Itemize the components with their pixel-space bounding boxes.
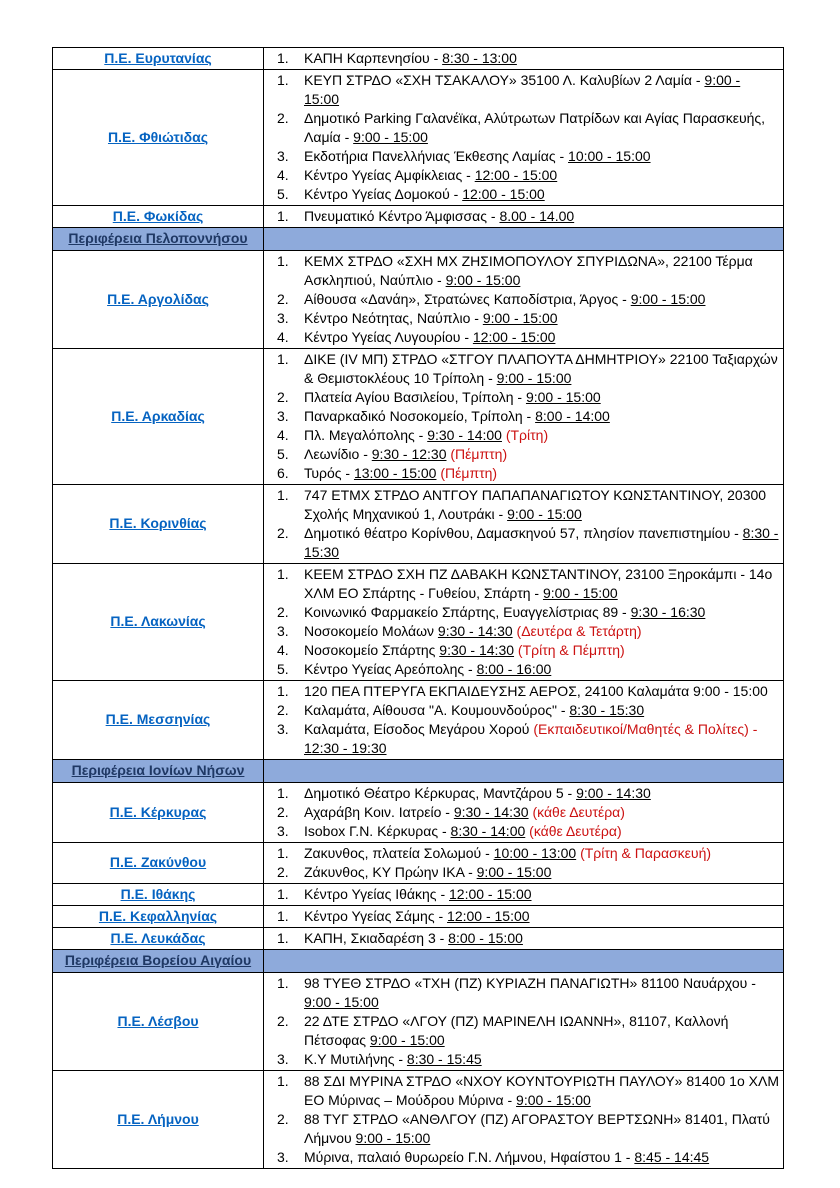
locations-cell <box>264 349 784 485</box>
region-link[interactable]: Π.Ε. Ιθάκης <box>120 885 196 902</box>
item-text <box>304 603 783 622</box>
item-number: 2. <box>277 110 289 126</box>
region-cell <box>53 843 264 884</box>
item-number: 6. <box>277 465 289 481</box>
location-item <box>264 720 783 758</box>
item-number: 1. <box>277 930 289 946</box>
item-number: 1. <box>277 908 289 924</box>
location-text: Καλαμάτα, Αίθουσα "Α. Κουμουνδούρος" - <box>304 702 570 718</box>
section-band-left-cell <box>53 228 264 251</box>
region-cell <box>53 564 264 681</box>
section-band-right-cell <box>264 950 784 973</box>
item-text <box>304 1148 783 1167</box>
locations-cell <box>264 973 784 1071</box>
locations-cell <box>264 843 784 884</box>
time-range: 9:00 - 15:00 <box>353 129 428 145</box>
item-text <box>304 565 783 603</box>
time-range: 12:30 - 19:30 <box>304 740 387 756</box>
section-band-left-cell <box>53 950 264 973</box>
time-range: 8.00 - 14.00 <box>499 208 575 224</box>
item-number: 1. <box>277 208 289 224</box>
time-range: 8:00 - 15:00 <box>448 930 523 946</box>
location-item <box>264 252 783 290</box>
location-text: 120 ΠΕΑ ΠΤΕΡΥΓΑ ΕΚΠΑΙΔΕΥΣΗΣ ΑΕΡΟΣ, 24100 Καλαμάτα 9:00 - 15:00 <box>304 683 768 699</box>
location-text: Isobox Γ.Ν. Κέρκυρας - <box>304 823 451 839</box>
item-text <box>304 1110 783 1148</box>
time-range: 9:00 - 15:00 <box>304 994 379 1010</box>
region-cell <box>53 906 264 928</box>
region-row <box>53 206 784 228</box>
location-text: ΔΙΚΕ (ΙV ΜΠ) ΣΤΡΔΟ «ΣΤΓΟΥ ΠΛΑΠΟΥΤΑ ΔΗΜΗΤΡΙΟΥ» 22100 Ταξιαρχών & Θεμιστοκλέους 10 Τρίπολη - <box>304 351 778 386</box>
item-text <box>304 524 783 562</box>
time-range: 8:00 - 14:00 <box>535 408 610 424</box>
time-range: 8:30 - 13:00 <box>442 50 517 66</box>
item-number: 1. <box>277 566 289 582</box>
item-text <box>304 1012 783 1050</box>
item-text <box>304 622 783 641</box>
item-number: 3. <box>277 1149 289 1165</box>
location-text: Εκδοτήρια Πανελλήνιας Έκθεσης Λαμίας - <box>304 148 569 164</box>
item-text <box>304 426 783 445</box>
region-link[interactable]: Π.Ε. Φωκίδας <box>112 207 204 224</box>
time-range: 9:00 - 15:00 <box>542 585 618 601</box>
schedule-note: (κάθε Δευτέρα) <box>529 823 622 839</box>
location-item <box>264 328 783 347</box>
item-number: 1. <box>277 975 289 991</box>
location-text: 747 ΕΤΜΧ ΣΤΡΔΟ ΑΝΤΓΟΥ ΠΑΠΑΠΑΝΑΓΙΩΤΟΥ ΚΩΝΣΤΑΝΤΙΝΟΥ, 20300 Σχολής Μηχανικού 1, Λουτράκι - <box>304 487 767 522</box>
item-text <box>304 803 783 822</box>
locations-cell <box>264 485 784 564</box>
region-link[interactable]: Π.Ε. Λήμνου <box>117 1110 199 1127</box>
region-cell <box>53 928 264 950</box>
location-item <box>264 565 783 603</box>
item-text <box>304 71 783 109</box>
section-band-right-cell <box>264 228 784 251</box>
time-range: 9:30 - 14:30 <box>453 804 529 820</box>
item-text <box>304 166 783 185</box>
region-cell <box>53 884 264 906</box>
locations-cell <box>264 206 784 228</box>
location-item <box>264 603 783 622</box>
item-text <box>304 486 783 524</box>
location-item <box>264 907 783 926</box>
time-range: 9:00 - 15:00 <box>304 72 741 107</box>
schedule-note: (Πέμπτη) <box>450 446 508 462</box>
time-range: 9:00 - 15:00 <box>516 1092 591 1108</box>
locations-cell <box>264 1071 784 1169</box>
item-text <box>304 929 783 948</box>
schedule-note: (Εκπαιδευτικοί/Μαθητές & Πολίτες) - <box>533 721 758 737</box>
region-row <box>53 843 784 884</box>
location-item <box>264 1012 783 1050</box>
location-item <box>264 1110 783 1148</box>
item-number: 5. <box>277 186 289 202</box>
schedule-note: (Τρίτη & Πέμπτη) <box>517 642 625 658</box>
location-text: Αίθουσα «Δανάη», Στρατώνες Καποδίστρια, Άργος - <box>304 291 631 307</box>
location-item <box>264 445 783 464</box>
regions-schedule-table <box>52 47 784 1169</box>
section-band-left-cell <box>53 760 264 783</box>
location-item <box>264 622 783 641</box>
item-text <box>304 641 783 660</box>
location-item <box>264 524 783 562</box>
item-number: 1. <box>277 50 289 66</box>
region-link[interactable]: Π.Ε. Αργολίδας <box>107 290 209 307</box>
item-text <box>304 784 783 803</box>
location-item <box>264 822 783 841</box>
item-text <box>304 388 783 407</box>
time-range: 9:30 - 14:30 <box>437 623 513 639</box>
region-row <box>53 906 784 928</box>
item-text <box>304 252 783 290</box>
location-item <box>264 641 783 660</box>
location-item <box>264 1072 783 1110</box>
locations-cell <box>264 681 784 760</box>
region-link[interactable]: Π.Ε. Φθιώτιδας <box>107 128 209 145</box>
region-cell <box>53 206 264 228</box>
location-text: Κέντρο Υγείας Αρεόπολης - <box>304 661 477 677</box>
item-number: 2. <box>277 291 289 307</box>
section-band-row <box>53 950 784 973</box>
region-cell <box>53 783 264 843</box>
item-text <box>304 407 783 426</box>
time-range: 9:30 - 14:30 <box>439 642 515 658</box>
section-band-right-cell <box>264 760 784 783</box>
location-text: ΚΕΕΜ ΣΤΡΔΟ ΣΧΗ ΠΖ ΔΑΒΑΚΗ ΚΩΝΣΤΑΝΤΙΝΟΥ, 23100 Ξηροκάμπι - 14ο ΧΛΜ ΕΟ Σπάρτης - Γυθείου, Σπάρτη - <box>304 566 773 601</box>
item-number: 3. <box>277 721 289 737</box>
location-text: 22 ΔΤΕ ΣΤΡΔΟ «ΛΓΟΥ (ΠΖ) ΜΑΡΙΝΕΛΗ ΙΩΑΝΝΗ», 81107, Καλλονή Πέτσοφας <box>304 1013 729 1048</box>
item-number: 1. <box>277 683 289 699</box>
item-text <box>304 701 783 720</box>
location-text: Λεωνίδιο - <box>304 446 372 462</box>
region-cell <box>53 251 264 349</box>
region-link[interactable]: Π.Ε. Ευρυτανίας <box>104 49 212 66</box>
location-item <box>264 701 783 720</box>
location-item <box>264 1148 783 1167</box>
region-row <box>53 70 784 206</box>
region-cell <box>53 70 264 206</box>
location-item <box>264 166 783 185</box>
schedule-note: (Πέμπτη) <box>440 465 498 481</box>
region-row <box>53 1071 784 1169</box>
item-number: 3. <box>277 623 289 639</box>
location-item <box>264 109 783 147</box>
time-range: 9:00 - 14:30 <box>576 785 651 801</box>
item-number: 3. <box>277 1051 289 1067</box>
location-text: Καλαμάτα, Είσοδος Μεγάρου Χορού <box>304 721 534 737</box>
item-number: 5. <box>277 446 289 462</box>
region-link[interactable]: Π.Ε. Αρκαδίας <box>111 407 205 424</box>
item-number: 3. <box>277 148 289 164</box>
item-number: 3. <box>277 823 289 839</box>
region-row <box>53 928 784 950</box>
time-range: 12:00 - 15:00 <box>472 329 556 345</box>
location-item <box>264 844 783 863</box>
location-item <box>264 426 783 445</box>
location-text: Αχαράβη Κοιν. Ιατρείο - <box>304 804 454 820</box>
item-number: 2. <box>277 604 289 620</box>
time-range: 9:00 - 15:00 <box>507 506 582 522</box>
location-item <box>264 1050 783 1069</box>
location-text: Ζάκυνθος, ΚΥ Πρώην ΙΚΑ - <box>304 864 477 880</box>
time-range: 8:30 - 15:45 <box>406 1051 482 1067</box>
time-range: 9:00 - 15:00 <box>525 389 601 405</box>
region-row <box>53 783 784 843</box>
location-text: Πνευματικό Κέντρο Άμφισσας - <box>304 208 500 224</box>
location-item <box>264 885 783 904</box>
time-range: 9:00 - 15:00 <box>476 864 552 880</box>
region-row <box>53 48 784 70</box>
location-text: Μύρινα, παλαιό θυρωρείο Γ.Ν. Λήμνου, Ηφαίστου 1 - <box>304 1149 635 1165</box>
region-row <box>53 251 784 349</box>
location-text: 88 ΤΥΓ ΣΤΡΔΟ «ΑΝΘΛΓΟΥ (ΠΖ) ΑΓΟΡΑΣΤΟΥ ΒΕΡΤΣΩΝΗ» 81401, Πλατύ Λήμνου <box>304 1111 770 1146</box>
location-text: ΚΑΠΗ Καρπενησίου - <box>304 50 443 66</box>
location-text: Νοσοκομείο Μολάων <box>304 623 438 639</box>
item-text <box>304 350 783 388</box>
location-text: 88 ΣΔΙ ΜΥΡΙΝΑ ΣΤΡΔΟ «ΝΧΟΥ ΚΟΥΝΤΟΥΡΙΩΤΗ ΠΑΥΛΟΥ» 81400 1ο ΧΛΜ ΕΟ Μύρινας – Μούδρου Μύρινα - <box>304 1073 779 1108</box>
item-text <box>304 863 783 882</box>
item-text <box>304 309 783 328</box>
region-link[interactable]: Π.Ε. Κορινθίας <box>109 515 207 531</box>
item-text <box>304 290 783 309</box>
location-text: Δημοτικό Θέατρο Κέρκυρας, Μαντζάρου 5 - <box>304 785 577 801</box>
time-range: 10:00 - 13:00 <box>493 845 577 861</box>
section-band-label: Περιφέρεια Βορείου Αιγαίου <box>64 952 252 968</box>
item-text <box>304 907 783 926</box>
location-item <box>264 388 783 407</box>
location-text: Νοσοκομείο Σπάρτης <box>304 642 440 658</box>
region-link[interactable]: Π.Ε. Μεσσηνίας <box>105 711 211 727</box>
time-range: 9:00 - 15:00 <box>355 1130 431 1146</box>
location-text: ΚΕΥΠ ΣΤΡΔΟ «ΣΧΗ ΤΣΑΚΑΛΟΥ» 35100 Λ. Καλυβίων 2 Λαμία - <box>304 72 705 88</box>
item-number: 1. <box>277 351 289 367</box>
locations-cell <box>264 783 784 843</box>
location-item <box>264 71 783 109</box>
time-range: 8:30 - 14:00 <box>450 823 526 839</box>
time-range: 12:00 - 15:00 <box>449 886 532 902</box>
time-range: 8:30 - 15:30 <box>569 702 645 718</box>
location-text: ΚΑΠΗ, Σκιαδαρέση 3 - <box>304 930 449 946</box>
item-text <box>304 1050 783 1069</box>
location-item <box>264 49 783 68</box>
item-number: 1. <box>277 253 289 269</box>
agenda-table-body <box>53 48 784 1169</box>
item-number: 2. <box>277 389 289 405</box>
item-number: 2. <box>277 702 289 718</box>
item-text <box>304 720 783 758</box>
time-range: 8:30 - 15:30 <box>304 525 779 560</box>
item-number: 3. <box>277 310 289 326</box>
location-item <box>264 147 783 166</box>
item-number: 4. <box>277 427 289 443</box>
time-range: 9:00 - 15:00 <box>445 272 521 288</box>
item-number: 4. <box>277 329 289 345</box>
item-text <box>304 49 783 68</box>
location-item <box>264 486 783 524</box>
location-text: 98 ΤΥΕΘ ΣΤΡΔΟ «ΤΧΗ (ΠΖ) ΚΥΡΙΑΖΗ ΠΑΝΑΓΙΩΤΗ» 81100 Ναυάρχου - <box>304 975 756 991</box>
location-text: Κέντρο Νεότητας, Ναύπλιο - <box>304 310 483 326</box>
schedule-note: (Δευτέρα & Τετάρτη) <box>516 623 642 639</box>
time-range: 9:30 - 12:30 <box>371 446 447 462</box>
item-number: 5. <box>277 661 289 677</box>
schedule-note: (κάθε Δευτέρα) <box>532 804 625 820</box>
location-text: Κοινωνικό Φαρμακείο Σπάρτης, Ευαγγελίστριας 89 - <box>304 604 631 620</box>
location-item <box>264 660 783 679</box>
item-number: 1. <box>277 72 289 88</box>
item-number: 2. <box>277 1013 289 1029</box>
location-text: Κέντρο Υγείας Λυγουρίου - <box>304 329 473 345</box>
time-range: 13:00 - 15:00 <box>353 465 437 481</box>
region-link[interactable]: Π.Ε. Κέρκυρας <box>109 803 207 820</box>
location-item <box>264 929 783 948</box>
location-text: Δημοτικό Parking Γαλανέϊκα, Αλύτρωτων Πατρίδων και Αγίας Παρασκευής, Λαμία - <box>304 110 766 145</box>
item-text <box>304 185 783 204</box>
time-range: 8:00 - 16:00 <box>476 661 552 677</box>
location-item <box>264 207 783 226</box>
time-range: 9:00 - 15:00 <box>496 370 572 386</box>
region-cell <box>53 349 264 485</box>
region-cell <box>53 973 264 1071</box>
section-band-row <box>53 228 784 251</box>
location-text: Δημοτικό θέατρο Κορίνθου, Δαμασκηνού 57, πλησίον πανεπιστημίου - <box>304 525 743 541</box>
region-row <box>53 973 784 1071</box>
location-text: Ζακυνθος, πλατεία Σολωμού - <box>304 845 494 861</box>
schedule-note: (Τρίτη) <box>505 427 549 443</box>
location-item <box>264 974 783 1012</box>
time-range: 12:00 - 15:00 <box>462 186 545 202</box>
item-text <box>304 109 783 147</box>
item-text <box>304 445 783 464</box>
item-number: 1. <box>277 1073 289 1089</box>
item-text <box>304 844 783 863</box>
region-cell <box>53 681 264 760</box>
time-range: 10:00 - 15:00 <box>568 148 651 164</box>
time-range: 9:30 - 16:30 <box>630 604 706 620</box>
locations-cell <box>264 251 784 349</box>
item-number: 1. <box>277 845 289 861</box>
location-text: Κέντρο Υγείας Ιθάκης - <box>304 886 449 902</box>
location-text: Παναρκαδικό Νοσοκομείο, Τρίπολη - <box>304 408 536 424</box>
item-number: 2. <box>277 1111 289 1127</box>
time-range: 9:00 - 15:00 <box>369 1032 445 1048</box>
item-text <box>304 328 783 347</box>
region-row <box>53 485 784 564</box>
item-number: 4. <box>277 642 289 658</box>
locations-cell <box>264 70 784 206</box>
location-text: Τυρός - <box>304 465 354 481</box>
item-text <box>304 682 783 701</box>
item-text <box>304 974 783 1012</box>
location-item <box>264 350 783 388</box>
item-number: 2. <box>277 804 289 820</box>
locations-cell <box>264 928 784 950</box>
locations-cell <box>264 564 784 681</box>
region-row <box>53 884 784 906</box>
region-row <box>53 681 784 760</box>
item-text <box>304 464 783 483</box>
time-range: 9:30 - 14:00 <box>427 427 502 443</box>
item-text <box>304 207 783 226</box>
section-band-row <box>53 760 784 783</box>
item-number: 1. <box>277 487 289 503</box>
time-range: 8:45 - 14:45 <box>634 1149 710 1165</box>
item-number: 4. <box>277 167 289 183</box>
region-link[interactable]: Π.Ε. Λέσβου <box>117 1012 199 1029</box>
time-range: 9:00 - 15:00 <box>630 291 706 307</box>
region-cell <box>53 1071 264 1169</box>
location-item <box>264 803 783 822</box>
item-text <box>304 885 783 904</box>
location-text: Κ.Υ Μυτιλήνης - <box>304 1051 407 1067</box>
location-item <box>264 784 783 803</box>
item-number: 2. <box>277 864 289 880</box>
section-band-label: Περιφέρεια Ιονίων Νήσων <box>71 762 245 778</box>
locations-cell <box>264 906 784 928</box>
location-item <box>264 407 783 426</box>
item-number: 2. <box>277 525 289 541</box>
time-range: 12:00 - 15:00 <box>474 167 558 183</box>
time-range: 9:00 - 15:00 <box>482 310 558 326</box>
region-cell <box>53 485 264 564</box>
region-row <box>53 349 784 485</box>
item-number: 1. <box>277 886 289 902</box>
location-item <box>264 464 783 483</box>
item-number: 1. <box>277 785 289 801</box>
location-item <box>264 309 783 328</box>
section-band-label: Περιφέρεια Πελοποννήσου <box>68 230 248 246</box>
location-item <box>264 290 783 309</box>
item-text <box>304 660 783 679</box>
region-link[interactable]: Π.Ε. Λευκάδας <box>110 929 206 946</box>
location-item <box>264 863 783 882</box>
region-cell <box>53 48 264 70</box>
location-text: ΚΕΜΧ ΣΤΡΔΟ «ΣΧΗ ΜΧ ΖΗΣΙΜΟΠΟΥΛΟΥ ΣΠΥΡΙΔΩΝΑ», 22100 Τέρμα Ασκληπιού, Ναύπλιο - <box>304 253 753 288</box>
location-text: Πλ. Μεγαλόπολης - <box>304 427 428 443</box>
locations-cell <box>264 48 784 70</box>
location-item <box>264 185 783 204</box>
location-text: Πλατεία Αγίου Βασιλείου, Τρίπολη - <box>304 389 526 405</box>
item-number: 3. <box>277 408 289 424</box>
item-text <box>304 147 783 166</box>
location-item <box>264 682 783 701</box>
location-text: Κέντρο Υγείας Δομοκού - <box>304 186 463 202</box>
region-link[interactable]: Π.Ε. Λακωνίας <box>110 613 206 629</box>
location-text: Κέντρο Υγείας Αμφίκλειας - <box>304 167 475 183</box>
item-text <box>304 1072 783 1110</box>
region-link[interactable]: Π.Ε. Ζακύνθου <box>109 854 207 870</box>
region-row <box>53 564 784 681</box>
region-link[interactable]: Π.Ε. Κεφαλληνίας <box>98 907 218 924</box>
location-text: Κέντρο Υγείας Σάμης - <box>304 908 448 924</box>
schedule-note: (Τρίτη & Παρασκευή) <box>580 845 712 861</box>
time-range: 12:00 - 15:00 <box>447 908 530 924</box>
item-text <box>304 822 783 841</box>
locations-cell <box>264 884 784 906</box>
